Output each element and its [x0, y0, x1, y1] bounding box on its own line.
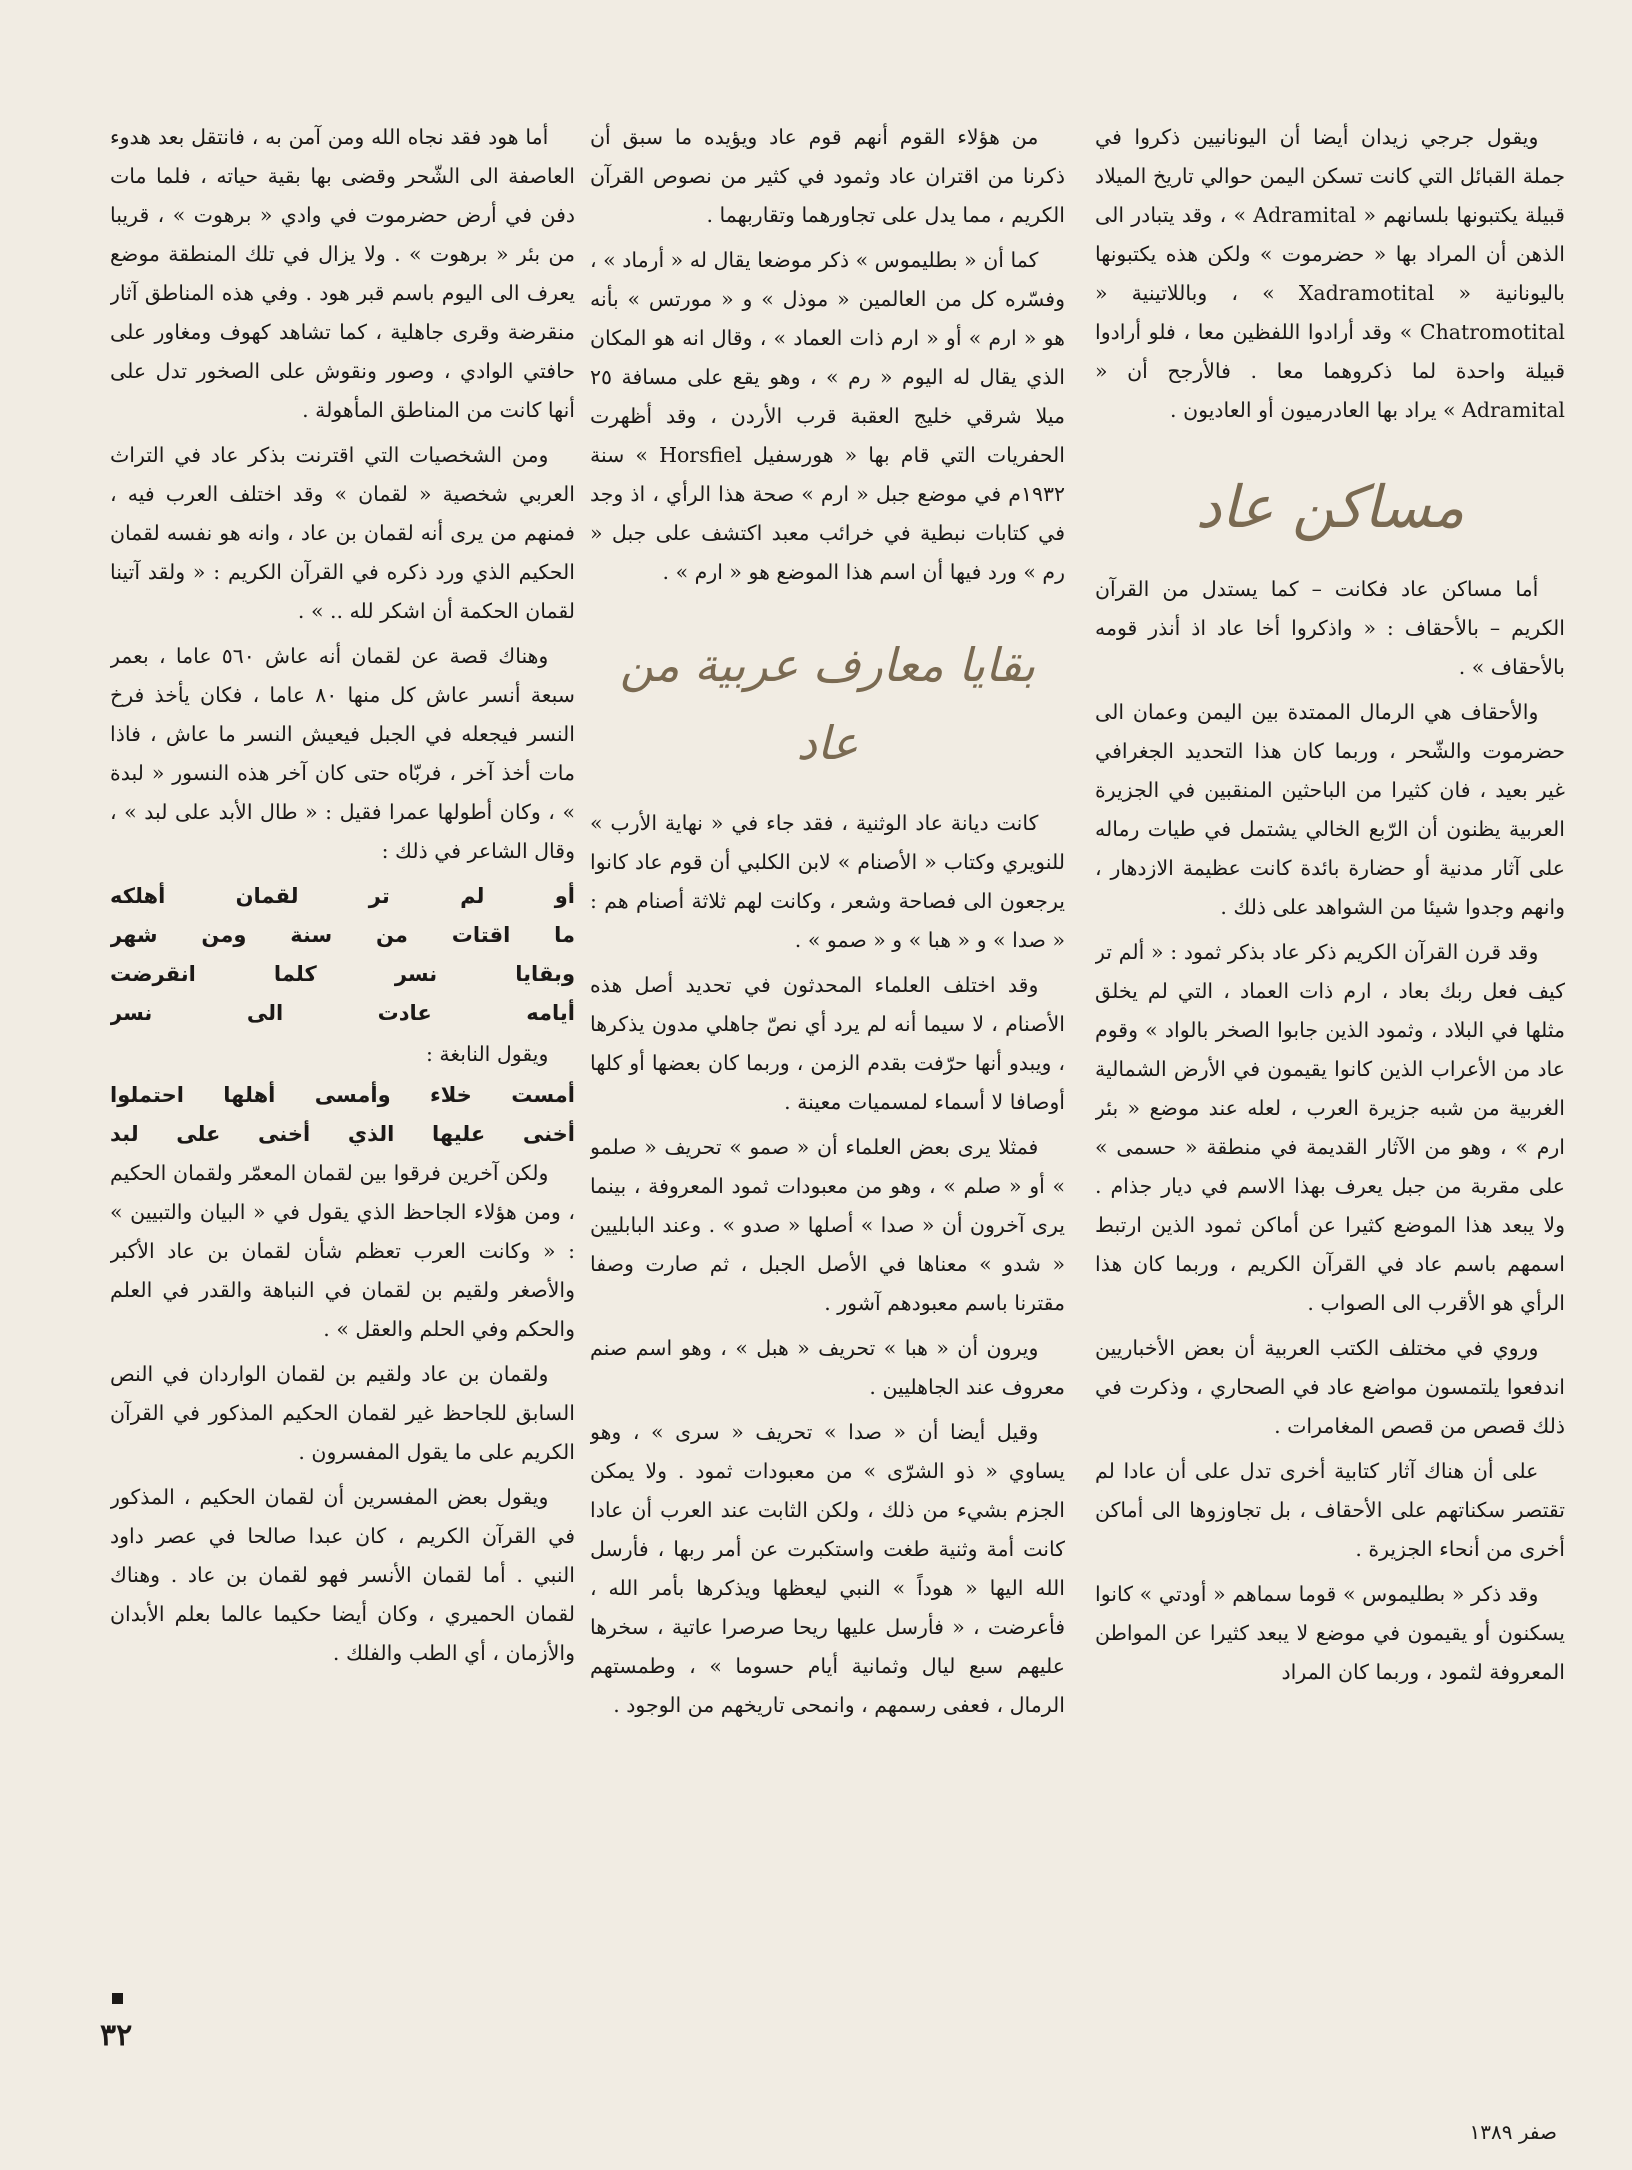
- paragraph: على أن هناك آثار كتابية أخرى تدل على أن عادا لم تقتصر سكناتهم على الأحقاف ، بل تجاوزوها الى أماكن أخرى من أنحاء الجزيرة .: [1095, 1459, 1565, 1561]
- paragraph: وقيل أيضا أن « صدا » تحريف « سرى » ، وهو يساوي « ذو الشرّى » من معبودات ثمود . ولا يمكن الجزم بشيء من ذلك ، ولكن الثابت عند العرب أن عادا كانت أمة وثنية طغت واستكبرت عن أمر ربها ، فأرسل الله اليها « هوداً » النبي ليعظها ويذكرها بأمر الله ، فأعرضت ، « فأرسل عليها ريحا صرصرا عاتية ، سخرها عليهم سبع ليال وثمانية أيام حسوما » ، وطمستهم الرمال ، فعفى رسمهم ، وانمحى تاريخهم من الوجود .: [590, 1420, 1065, 1717]
- paragraph: ولقمان بن عاد ولقيم بن لقمان الواردان في النص السابق للجاحظ غير لقمان الحكيم المذكور في القرآن الكريم على ما يقول المفسرون .: [110, 1362, 575, 1464]
- paragraph: والأحقاف هي الرمال الممتدة بين اليمن وعمان الى حضرموت والشّحر ، وربما كان هذا التحديد الجغرافي غير بعيد ، فان كثيرا من الباحثين المنقبين في الجزيرة العربية يظنون أن الرّبع الخالي يشتمل في طيات رماله على آثار مدنية أو حضارة بائدة كانت عظيمة الازدهار ، وانهم وجدوا شيئا من الشواهد على ذلك .: [1095, 700, 1565, 919]
- paragraph: وقد قرن القرآن الكريم ذكر عاد بذكر ثمود : « ألم تر كيف فعل ربك بعاد ، ارم ذات العماد ، التي لم يخلق مثلها في البلاد ، وثمود الذين جابوا الصخر بالواد » وقوم عاد من الأعراب الذين كانوا يقيمون في الأرض الشمالية الغربية من شبه جزيرة العرب ، لعله عند موضع « بئر ارم » ، وهو من الآثار القديمة في منطقة « حسمى » على مقربة من جبل يعرف بهذا الاسم في ديار جذام . ولا يبعد هذا الموضع كثيرا عن أماكن ثمود الذين ارتبط اسمهم باسم عاد في القرآن الكريم ، وربما كان هذا الرأي هو الأقرب الى الصواب .: [1095, 940, 1565, 1315]
- paragraph: كما أن « بطليموس » ذكر موضعا يقال له « أرماد » ، وفسّره كل من العالمين « موذل » و « مورتس » بأنه هو « ارم » أو « ارم ذات العماد » ، وقال انه هو المكان الذي يقال له اليوم « رم » ، وهو يقع على مسافة ٢٥ ميلا شرقي خليج العقبة قرب الأردن ، وقد أظهرت الحفريات التي قام بها « هورسفيل Horsfiel » سنة ١٩٣٢م في موضع جبل « ارم » صحة هذا الرأي ، اذ وجد في كتابات نبطية في خرائب معبد اكتشف على جبل « رم » ورد فيها أن اسم هذا الموضع هو « ارم » .: [590, 248, 1065, 584]
- paragraph: أما هود فقد نجاه الله ومن آمن به ، فانتقل بعد هدوء العاصفة الى الشّحر وقضى بها بقية حياته ، فلما مات دفن في أرض حضرموت في وادي « برهوت » ، قريبا من بئر « برهوت » . ولا يزال في تلك المنطقة موضع يعرف الى اليوم باسم قبر هود . وفي هذه المناطق آثار منقرضة وقرى جاهلية ، كما تشاهد كهوف ومغاور على حافتي الوادي ، وصور ونقوش على الصخور تدل على أنها كانت من المناطق المأهولة .: [110, 125, 575, 422]
- verse-intro: ويقول النابغة :: [426, 1042, 549, 1066]
- page-number: ٣٢: [100, 2018, 133, 2053]
- column-right: [1095, 118, 1565, 1998]
- section-heading-dwellings: مساكن عاد: [1195, 473, 1465, 541]
- paragraph: وهناك قصة عن لقمان أنه عاش ٥٦٠ عاما ، بعمر سبعة أنسر عاش كل منها ٨٠ عاما ، فكان يأخذ فرخ النسر فيجعله في الجبل فيعيش النسر ما عاش ، فاذا مات أخذ آخر ، فربّاه حتى كان آخر هذه النسور « لبدة » ، وكان أطولها عمرا فقيل : « طال الأبد على لبد » ، وقال الشاعر في ذلك :: [110, 644, 575, 863]
- paragraph: وقد اختلف العلماء المحدثون في تحديد أصل هذه الأصنام ، لا سيما أنه لم يرد أي نصّ جاهلي مدون يذكرها ، ويبدو أنها حرّفت بقدم الزمن ، وربما كان بعضها أو كلها أوصافا لا أسماء لمسميات معينة .: [590, 973, 1065, 1114]
- verse-line: ما اقتات من سنة ومن شهر: [110, 923, 575, 947]
- paragraph: من هؤلاء القوم أنهم قوم عاد ويؤيده ما سبق أن ذكرنا من اقتران عاد وثمود في كثير من نصوص القرآن الكريم ، مما يدل على تجاورهما وتقاربهما .: [590, 125, 1065, 227]
- paragraph: ولكن آخرين فرقوا بين لقمان المعمّر ولقمان الحكيم ، ومن هؤلاء الجاحظ الذي يقول في « البيان والتبيين » : « وكانت العرب تعظم شأن لقمان بن عاد الأكبر والأصغر ولقيم بن لقمان في النباهة والقدر في العلم والحكم وفي الحلم والعقل » .: [110, 1161, 575, 1341]
- paragraph: أما مساكن عاد فكانت – كما يستدل من القرآن الكريم – بالأحقاف : « واذكروا أخا عاد اذ أنذر قومه بالأحقاف » .: [1095, 577, 1565, 679]
- paragraph: وقد ذكر « بطليموس » قوما سماهم « أودتي » كانوا يسكنون أو يقيمون في موضع لا يبعد كثيرا عن المواطن المعروفة لثمود ، وربما كان المراد: [1095, 1582, 1565, 1684]
- end-of-article-square-icon: [112, 1993, 123, 2004]
- paragraph: فمثلا يرى بعض العلماء أن « صمو » تحريف « صلمو » أو « صلم » ، وهو من معبودات ثمود المعروفة ، بينما يرى آخرون أن « صدا » أصلها « صدو » . وعند البابليين « شدو » معناها في الأصل الجبل ، ثم صارت وصفا مقترنا باسم معبودهم آشور .: [590, 1135, 1065, 1315]
- paragraph: ومن الشخصيات التي اقترنت بذكر عاد في التراث العربي شخصية « لقمان » وقد اختلف العرب فيه ، فمنهم من يرى أنه لقمان بن عاد ، وانه هو نفسه لقمان الحكيم الذي ورد ذكره في القرآن الكريم : « ولقد آتينا لقمان الحكمة أن اشكر لله .. » .: [110, 443, 575, 623]
- issue-date-footer: صفر ١٣٨٩: [1469, 2120, 1557, 2144]
- verse-line: وبقايا نسر كلما انقرضت: [110, 962, 575, 986]
- verse-line: أيامه عادت الى نسر: [110, 1001, 575, 1025]
- column-middle: [590, 118, 1065, 1998]
- verse-line: أخنى عليها الذي أخنى على لبد: [110, 1122, 575, 1146]
- verse-line: أمست خلاء وأمسى أهلها احتملوا: [110, 1083, 575, 1107]
- paragraph: ويقول جرجي زيدان أيضا أن اليونانيين ذكروا في جملة القبائل التي كانت تسكن اليمن حوالي تاريخ الميلاد قبيلة يكتبونها بلسانهم « Adramital » ، وقد يتبادر الى الذهن أن المراد بها « حضرموت » ولكن هذه يكتبونها باليونانية « Xadramotital » ، وباللاتينية « Chatromotital » وقد أرادوا اللفظين معا ، فلو أرادوا قبيلة واحدة لما ذكروهما معا . فالأرجح أن « Adramital » يراد بها العادرميون أو العاديون .: [1095, 125, 1565, 422]
- verse-line: أو لم تر لقمان أهلكه: [110, 884, 575, 908]
- paragraph: كانت ديانة عاد الوثنية ، فقد جاء في « نهاية الأرب » للنويري وكتاب « الأصنام » لابن الكلبي أن قوم عاد كانوا يرجعون الى فصاحة وشعر ، وكانت لهم ثلاثة أصنام هم : « صدا » و « هبا » و « صمو » .: [590, 811, 1065, 952]
- section-heading-remnants: بقايا معارف عربية من عاد: [619, 638, 1036, 770]
- paragraph: ويقول بعض المفسرين أن لقمان الحكيم ، المذكور في القرآن الكريم ، كان عبدا صالحا في عصر داود النبي . أما لقمان الأنسر فهو لقمان بن عاد . وهناك لقمان الحميري ، وكان أيضا حكيما عالما بعلم الأبدان والأزمان ، أي الطب والفلك .: [110, 1485, 575, 1665]
- paragraph: وروي في مختلف الكتب العربية أن بعض الأخباريين اندفعوا يلتمسون مواضع عاد في الصحاري ، وذكرت في ذلك قصص من قصص المغامرات .: [1095, 1336, 1565, 1438]
- paragraph: ويرون أن « هبا » تحريف « هبل » ، وهو اسم صنم معروف عند الجاهليين .: [590, 1336, 1065, 1399]
- column-left: [110, 118, 575, 1998]
